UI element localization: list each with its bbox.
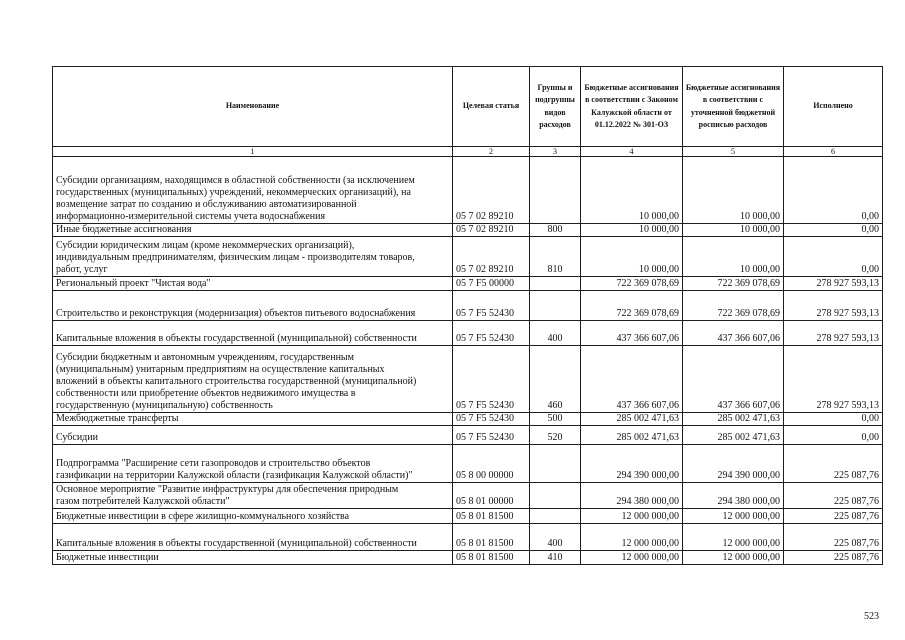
row-executed: 278 927 593,13: [784, 277, 883, 291]
row-expense-group: 500: [530, 413, 581, 426]
row-adjusted-allocation: 722 369 078,69: [683, 291, 784, 321]
row-name: Региональный проект "Чистая вода": [53, 277, 453, 291]
table-row: [53, 224, 883, 237]
row-name: Субсидии: [53, 426, 453, 445]
row-adjusted-allocation: 12 000 000,00: [683, 509, 784, 524]
row-law-allocation: 10 000,00: [581, 157, 683, 224]
row-name: Межбюджетные трансферты: [53, 413, 453, 426]
row-target-article: 05 7 F5 52430: [453, 413, 530, 426]
row-target-article: 05 7 F5 52430: [453, 346, 530, 413]
column-number: 2: [453, 147, 530, 157]
header-target-article: Целевая статья: [453, 67, 530, 147]
row-target-article: 05 7 F5 52430: [453, 426, 530, 445]
page-number: 523: [864, 611, 879, 622]
row-executed: 225 087,76: [784, 551, 883, 565]
table-row: [53, 291, 883, 321]
row-law-allocation: 437 366 607,06: [581, 321, 683, 346]
row-law-allocation: 285 002 471,63: [581, 413, 683, 426]
column-number: 4: [581, 147, 683, 157]
table-row: [53, 277, 883, 291]
row-target-article: 05 7 02 89210: [453, 157, 530, 224]
header-expense-group: Группы и подгруппы видов расходов: [530, 67, 581, 147]
column-number: 6: [784, 147, 883, 157]
row-adjusted-allocation: 10 000,00: [683, 237, 784, 277]
row-expense-group: [530, 483, 581, 509]
row-expense-group: [530, 291, 581, 321]
row-adjusted-allocation: 12 000 000,00: [683, 524, 784, 551]
row-name: Субсидии юридическим лицам (кроме некоммерческих организаций), индивидуальным предпринимателям, физическим лицам - производителям товаров, работ, услуг: [53, 237, 453, 277]
budget-table: [52, 66, 883, 565]
row-target-article: 05 8 01 81500: [453, 551, 530, 565]
table-row: [53, 445, 883, 483]
row-target-article: 05 7 F5 00000: [453, 277, 530, 291]
table-row: [53, 483, 883, 509]
row-law-allocation: 12 000 000,00: [581, 509, 683, 524]
row-target-article: 05 8 01 81500: [453, 524, 530, 551]
row-target-article: 05 8 00 00000: [453, 445, 530, 483]
column-number-row: [53, 147, 883, 157]
table-row: [53, 524, 883, 551]
row-executed: 225 087,76: [784, 445, 883, 483]
row-target-article: 05 8 01 81500: [453, 509, 530, 524]
row-executed: 0,00: [784, 157, 883, 224]
row-adjusted-allocation: 294 380 000,00: [683, 483, 784, 509]
row-target-article: 05 7 F5 52430: [453, 291, 530, 321]
header-law-allocation: Бюджетные ассигнования в соответствии с Законом Калужской области от 01.12.2022 № 301-ОЗ: [581, 67, 683, 147]
row-name: Субсидии бюджетным и автономным учреждениям, государственным (муниципальным) унитарным предприятиям на осуществление капитальных вложений в объекты капитального строительства государственной (муниципальной) собственности или приобретение объектов недвижимого имущества в государственную (муниципальную) собственность: [53, 346, 453, 413]
row-executed: 0,00: [784, 224, 883, 237]
header-executed: Исполнено: [784, 67, 883, 147]
row-executed: 278 927 593,13: [784, 291, 883, 321]
row-target-article: 05 8 01 00000: [453, 483, 530, 509]
row-name: Строительство и реконструкция (модернизация) объектов питьевого водоснабжения: [53, 291, 453, 321]
row-law-allocation: 10 000,00: [581, 224, 683, 237]
row-adjusted-allocation: 285 002 471,63: [683, 413, 784, 426]
row-target-article: 05 7 F5 52430: [453, 321, 530, 346]
row-expense-group: 400: [530, 321, 581, 346]
table-row: [53, 321, 883, 346]
row-target-article: 05 7 02 89210: [453, 237, 530, 277]
row-adjusted-allocation: 722 369 078,69: [683, 277, 784, 291]
row-name: Подпрограмма "Расширение сети газопроводов и строительство объектов газификации на территории Калужской области (газификация Калужской области)": [53, 445, 453, 483]
row-adjusted-allocation: 437 366 607,06: [683, 346, 784, 413]
row-adjusted-allocation: 12 000 000,00: [683, 551, 784, 565]
row-name: Бюджетные инвестиции: [53, 551, 453, 565]
row-adjusted-allocation: 10 000,00: [683, 224, 784, 237]
row-law-allocation: 294 380 000,00: [581, 483, 683, 509]
column-number: 1: [53, 147, 453, 157]
table-row: [53, 346, 883, 413]
row-expense-group: [530, 509, 581, 524]
row-adjusted-allocation: 294 390 000,00: [683, 445, 784, 483]
table-row: [53, 509, 883, 524]
header-row: [53, 67, 883, 147]
row-executed: 0,00: [784, 237, 883, 277]
row-executed: 0,00: [784, 426, 883, 445]
row-executed: 225 087,76: [784, 483, 883, 509]
row-expense-group: [530, 445, 581, 483]
row-expense-group: 800: [530, 224, 581, 237]
row-expense-group: 460: [530, 346, 581, 413]
header-name: Наименование: [53, 67, 453, 147]
row-target-article: 05 7 02 89210: [453, 224, 530, 237]
header-adjusted-allocation: Бюджетные ассигнования в соответствии с уточненной бюджетной росписью расходов: [683, 67, 784, 147]
row-executed: 225 087,76: [784, 509, 883, 524]
row-expense-group: 810: [530, 237, 581, 277]
row-executed: 278 927 593,13: [784, 321, 883, 346]
row-expense-group: 520: [530, 426, 581, 445]
row-expense-group: [530, 277, 581, 291]
table-row: [53, 413, 883, 426]
row-law-allocation: 12 000 000,00: [581, 524, 683, 551]
table-row: [53, 426, 883, 445]
row-name: Иные бюджетные ассигнования: [53, 224, 453, 237]
row-law-allocation: 285 002 471,63: [581, 426, 683, 445]
row-law-allocation: 10 000,00: [581, 237, 683, 277]
table-row: [53, 237, 883, 277]
row-law-allocation: 722 369 078,69: [581, 291, 683, 321]
row-expense-group: [530, 157, 581, 224]
row-adjusted-allocation: 437 366 607,06: [683, 321, 784, 346]
row-law-allocation: 437 366 607,06: [581, 346, 683, 413]
row-adjusted-allocation: 285 002 471,63: [683, 426, 784, 445]
row-name: Основное мероприятие "Развитие инфраструктуры для обеспечения природным газом потребителей Калужской области": [53, 483, 453, 509]
table-row: [53, 551, 883, 565]
row-executed: 0,00: [784, 413, 883, 426]
row-name: Бюджетные инвестиции в сфере жилищно-коммунального хозяйства: [53, 509, 453, 524]
row-law-allocation: 722 369 078,69: [581, 277, 683, 291]
column-number: 3: [530, 147, 581, 157]
row-expense-group: 410: [530, 551, 581, 565]
row-adjusted-allocation: 10 000,00: [683, 157, 784, 224]
table-row: [53, 157, 883, 224]
row-name: Капитальные вложения в объекты государственной (муниципальной) собственности: [53, 524, 453, 551]
column-number: 5: [683, 147, 784, 157]
row-name: Капитальные вложения в объекты государственной (муниципальной) собственности: [53, 321, 453, 346]
row-executed: 278 927 593,13: [784, 346, 883, 413]
row-law-allocation: 294 390 000,00: [581, 445, 683, 483]
row-law-allocation: 12 000 000,00: [581, 551, 683, 565]
row-executed: 225 087,76: [784, 524, 883, 551]
row-expense-group: 400: [530, 524, 581, 551]
row-name: Субсидии организациям, находящимся в областной собственности (за исключением государственных (муниципальных) учреждений, некоммерческих организаций), на возмещение затрат по созданию и обслуживанию автоматизированной информационно-измерительной системы учета водоснабжения: [53, 157, 453, 224]
